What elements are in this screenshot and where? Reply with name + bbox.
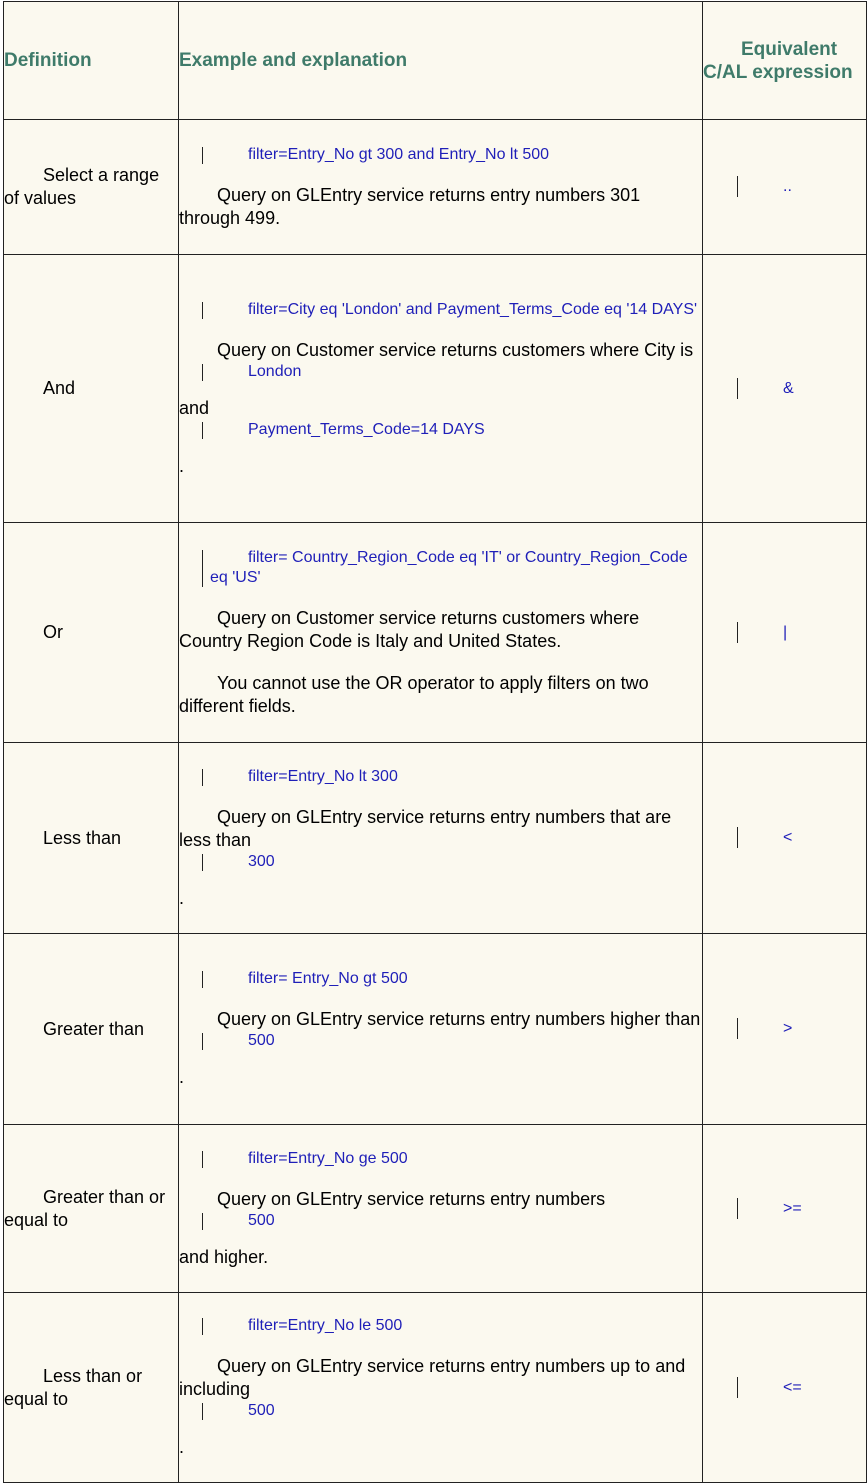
definition-cell: Greater than bbox=[4, 934, 179, 1125]
example-cell bbox=[179, 255, 703, 523]
note-text: You cannot use the OR operator to apply filters on two different fields. bbox=[179, 672, 649, 716]
filter-code: filter=Entry_No ge 500 bbox=[179, 1149, 702, 1169]
explanation-text: Query on GLEntry service returns entry numbers 301 through 499. bbox=[179, 184, 641, 228]
definition-cell: Greater than or equal to bbox=[4, 1125, 179, 1293]
explanation-text: Query on GLEntry service returns entry numbers up to and including bbox=[179, 1356, 686, 1399]
filter-code: filter= Country_Region_Code eq 'IT' or Country_Region_Code eq 'US' bbox=[179, 548, 702, 588]
connector-text: and bbox=[179, 397, 210, 418]
definition-cell: And bbox=[4, 255, 179, 523]
filter-operators-table bbox=[3, 1, 867, 1483]
table-row bbox=[4, 934, 867, 1125]
value-code: 500 bbox=[179, 1031, 702, 1051]
explanation-text: Query on Customer service returns customers where Country Region Code is Italy and United States. bbox=[179, 607, 640, 651]
definition-cell: Select a range of values bbox=[4, 120, 179, 255]
equivalent-expression: < bbox=[783, 829, 793, 846]
table-row bbox=[4, 255, 867, 523]
header-row bbox=[4, 2, 867, 120]
table-row bbox=[4, 743, 867, 934]
filter-code: filter=Entry_No lt 300 bbox=[179, 767, 702, 787]
equivalent-expression: > bbox=[783, 1020, 793, 1037]
equivalent-cell bbox=[703, 743, 867, 934]
filter-code: filter=City eq 'London' and Payment_Terms_Code eq '14 DAYS' bbox=[179, 300, 702, 320]
header-definition: Definition bbox=[4, 2, 179, 120]
explanation-text: Query on GLEntry service returns entry numbers that are less than bbox=[179, 806, 672, 850]
value-code: 500 bbox=[179, 1401, 702, 1421]
equivalent-cell bbox=[703, 255, 867, 523]
equivalent-cell bbox=[703, 1293, 867, 1483]
explanation-text: Query on GLEntry service returns entry numbers bbox=[217, 1188, 606, 1209]
end-text: . bbox=[179, 1067, 185, 1087]
value-code: Payment_Terms_Code=14 DAYS bbox=[179, 420, 702, 440]
filter-code: filter=Entry_No gt 300 and Entry_No lt 500 bbox=[179, 145, 702, 165]
value-code: 300 bbox=[179, 852, 702, 872]
table-row bbox=[4, 120, 867, 255]
example-cell bbox=[179, 120, 703, 255]
equivalent-expression: .. bbox=[783, 178, 792, 195]
table-row bbox=[4, 1293, 867, 1483]
example-cell bbox=[179, 743, 703, 934]
header-example: Example and explanation bbox=[179, 2, 703, 120]
equivalent-cell bbox=[703, 1125, 867, 1293]
definition-cell: Less than or equal to bbox=[4, 1293, 179, 1483]
filter-code: filter=Entry_No le 500 bbox=[179, 1316, 702, 1336]
value-code: London bbox=[179, 362, 702, 382]
equivalent-expression: <= bbox=[783, 1378, 802, 1396]
value-code: 500 bbox=[179, 1211, 702, 1231]
equivalent-cell bbox=[703, 523, 867, 743]
explanation-text: Query on GLEntry service returns entry numbers higher than bbox=[217, 1009, 701, 1029]
definition-cell: Less than bbox=[4, 743, 179, 934]
equivalent-expression: & bbox=[783, 379, 794, 397]
end-text: . bbox=[179, 1437, 185, 1457]
end-text: and higher. bbox=[179, 1246, 269, 1267]
definition-cell: Or bbox=[4, 523, 179, 743]
example-cell bbox=[179, 1125, 703, 1293]
example-cell bbox=[179, 523, 703, 743]
example-cell bbox=[179, 1293, 703, 1483]
equivalent-cell bbox=[703, 934, 867, 1125]
filter-code: filter= Entry_No gt 500 bbox=[179, 969, 702, 989]
end-text: . bbox=[179, 887, 185, 908]
equivalent-expression: >= bbox=[783, 1199, 802, 1217]
table-row bbox=[4, 523, 867, 743]
explanation-text: Query on Customer service returns customers where City is bbox=[217, 339, 694, 360]
header-equivalent: Equivalent C/AL expression bbox=[703, 2, 867, 120]
example-cell bbox=[179, 934, 703, 1125]
equivalent-cell bbox=[703, 120, 867, 255]
end-text: . bbox=[179, 455, 185, 476]
equivalent-expression: | bbox=[783, 623, 788, 641]
table-row bbox=[4, 1125, 867, 1293]
